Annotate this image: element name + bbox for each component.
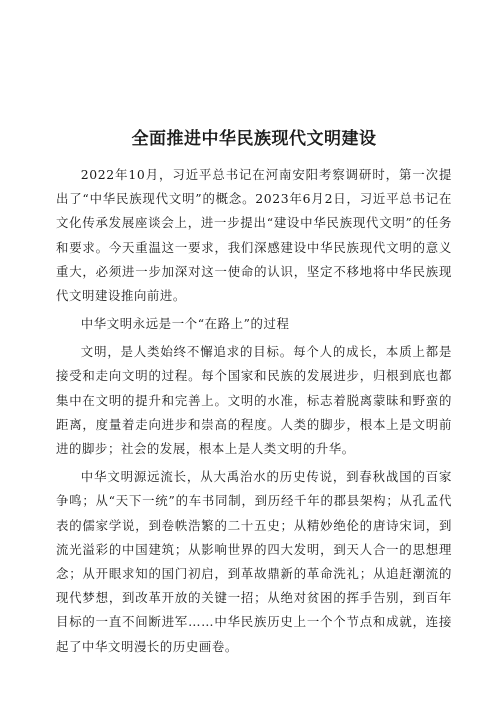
page-title: 全面推进中华民族现代文明建设 xyxy=(131,129,377,149)
paragraph-intro: 2022年10月，习近平总书记在河南安阳考察调研时，第一次提出了“中华民族现代文明”的概念。2023年6月2日，习近平总书记在文化传承发展座谈会上，进一步提出“建设中华民族现代文明”的任务和要求。今天重温这一要求，我们深感建设中华民族现代文明的意义重大，必须进一步加深对这一使命的认识，坚定不移地将中华民族现代文明建设推向前进。 xyxy=(56,167,452,304)
paragraph-history: 中华文明源远流长，从大禹治水的历史传说，到春秋战国的百家争鸣；从“天下一统”的车书同制，到历经千年的郡县架构；从孔孟代表的儒家学说，到卷帙浩繁的二十五史；从精妙绝伦的唐诗宋词，到流光溢彩的中国建筑；从影响世界的四大发明，到天人合一的思想理念；从开眼求知的国门初启，到革故鼎新的革命洗礼；从追赶潮流的现代梦想，到改革开放的关键一招；从绝对贫困的挥手告别，到百年目标的一直不间断进军……中华民族历史上一个个节点和成就，连接起了中华文明漫长的历史画卷。 xyxy=(56,469,452,654)
paragraph-civilization: 文明，是人类始终不懈追求的目标。每个人的成长，本质上都是接受和走向文明的过程。每个国家和民族的发展进步，归根到底也都集中在文明的提升和完善上。文明的水准，标志着脱离蒙昧和野蛮的距离，度量着走向进步和崇高的程度。人类的脚步，根本上是文明前进的脚步；社会的发展，根本上是人类文明的升华。 xyxy=(56,344,452,457)
section-subheading: 中华文明永远是一个“在路上”的过程 xyxy=(80,316,290,332)
